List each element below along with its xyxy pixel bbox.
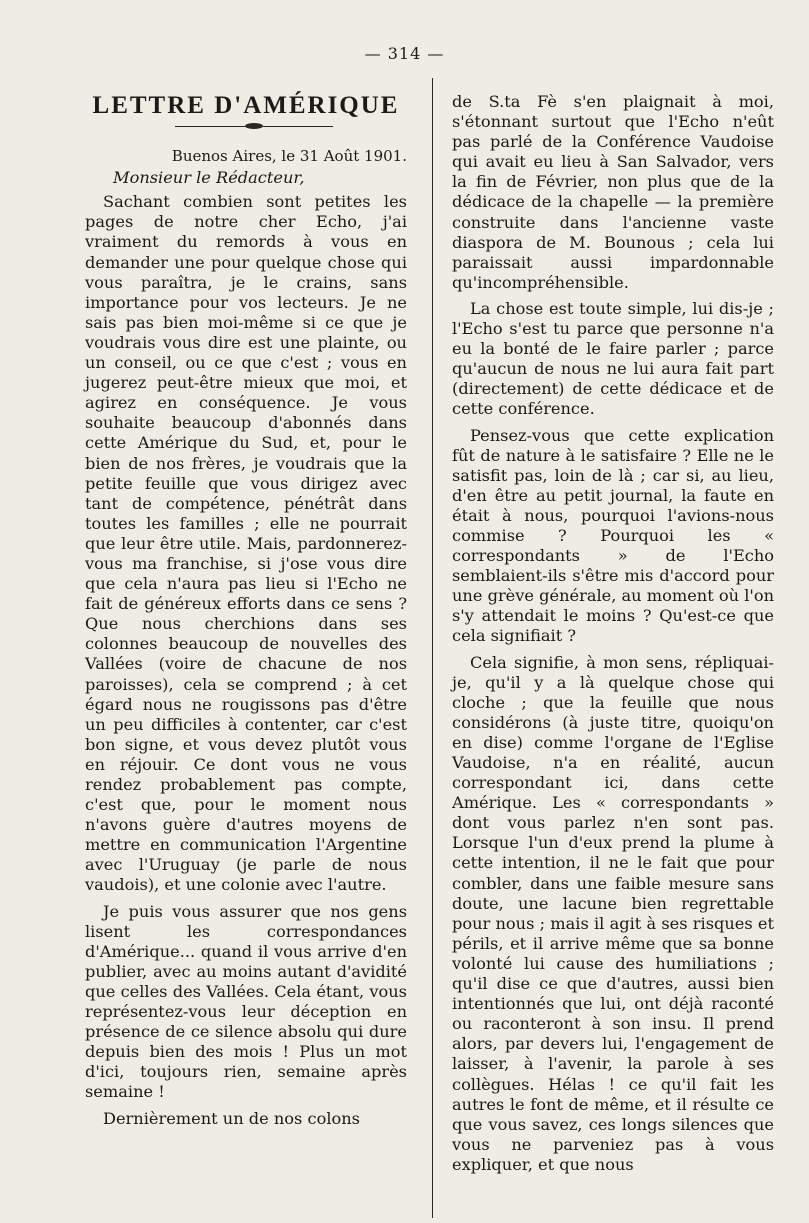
left-column — [85, 88, 407, 1129]
paragraph: Dernièrement un de nos colons — [103, 1108, 360, 1128]
column-divider — [432, 78, 433, 1218]
dateline: Buenos Aires, le 31 Août 1901. — [171, 147, 407, 166]
salutation: Monsieur le Rédacteur, — [113, 168, 305, 188]
paragraph: La chose est toute simple, lui dis-je ; l'Echo s'est tu parce que personne n'a eu la bonté de le faire parler ; parce qu'aucun de nous ne lui aura fait part (directement) de cette dédicace et de cette conférence. — [452, 298, 774, 419]
paragraph: Pensez-vous que cette explication fût de nature à le satisfaire ? Elle ne le satisfit pas, loin de là ; car si, au lieu, d'en être au petit journal, la faute en était à nous, pourquoi l'avions-nous commise ? Pourquoi les « correspondants » de l'Echo semblaient-ils s'être mis d'accord pour une grève générale, au moment où l'on s'y attendait le moins ? Qu'est-ce que cela signifiait ? — [452, 425, 774, 646]
article-title: LETTRE D'AMÉRIQUE — [92, 92, 400, 119]
page-number: — 314 — — [364, 44, 445, 63]
paragraph: de S.ta Fè s'en plaignait à moi, s'étonnant surtout que l'Echo n'eût pas parlé de la Conférence Vaudoise qui avait eu lieu à San Salvador, vers la fin de Février, non plus que de la dédicace de la chapelle — la première construite dans l'ancienne vaste diaspora de M. Bounous ; cela lui paraissait aussi impardonnable qu'incompréhensible. — [452, 92, 774, 292]
paragraph: Je puis vous assurer que nos gens lisent les correspondances d'Amérique... quand il vous arrive d'en publier, avec au moins autant d'avidité que celles des Vallées. Cela étant, vous représentez-vous leur déception en présence de ce silence absolu qui dure depuis bien des mois ! Plus un mot d'ici, toujours rien, semaine après semaine ! — [85, 901, 407, 1102]
right-column — [452, 92, 774, 1175]
paragraph: Cela signifie, à mon sens, répliquai-je, qu'il y a là quelque chose qui cloche ; que la feuille que nous considérons (à juste titre, quoiqu'on en dise) comme l'organe de l'Eglise Vaudoise, n'a en réalité, aucun correspondant ici, dans cette Amérique. Les « correspondants » dont vous parlez n'en sont pas. Lorsque l'un d'eux prend la plume à cette intention, il ne le fait que pour combler, dans une faible mesure sans doute, une lacune bien regrettable pour nous ; mais il agit à ses risques et périls, et il arrive même que sa bonne volonté lui cause des humiliations ; qu'il dise ce que d'autres, aussi bien intentionnés que lui, ont déjà raconté ou raconteront à son insu. Il prend alors, par devers lui, l'engagement de laisser, à l'avenir, la parole à ses collègues. Hélas ! ce qu'il fait les autres le font de même, et il résulte ce que vous savez, ces longs silences que vous ne parveniez pas à vous expliquer, et que nous — [452, 652, 774, 1174]
paragraph: Sachant combien sont petites les pages de notre cher Echo, j'ai vraiment du remords à vous en demander une pour quelque chose qui vous paraîtra, je le crains, sans importance pour vos lecteurs. Je ne sais pas bien moi-même si ce que je voudrais vous dire est une plainte, ou un conseil, ou ce que c'est ; vous en jugerez peut-être mieux que moi, et agirez en conséquence. Je vous souhaite beaucoup d'abonnés dans cette Amérique du Sud, et, pour le bien de nos frères, je voudrais que la petite feuille que vous dirigez avec tant de compétence, pénétrât dans toutes les familles ; elle ne pourrait que leur être utile. Mais, pardonnerez-vous ma franchise, si j'ose vous dire que cela n'aura pas lieu si l'Echo ne fait de généreux efforts dans ce sens ? Que nous cherchions dans ses colonnes beaucoup de nouvelles des Vallées (voire de chacune de nos paroisses), cela se comprend ; à cet égard nous ne rougissons pas d'être un peu difficiles à contenter, car c'est bon signe, et vous devez plutôt vous en réjouir. Ce dont vous ne vous rendez probablement pas compte, c'est que, pour le moment nous n'avons guère d'autres moyens de mettre en communication l'Argentine avec l'Uruguay (je parle de nous vaudois), et une colonie avec l'autre. — [85, 192, 407, 895]
title-ornament — [85, 122, 407, 132]
